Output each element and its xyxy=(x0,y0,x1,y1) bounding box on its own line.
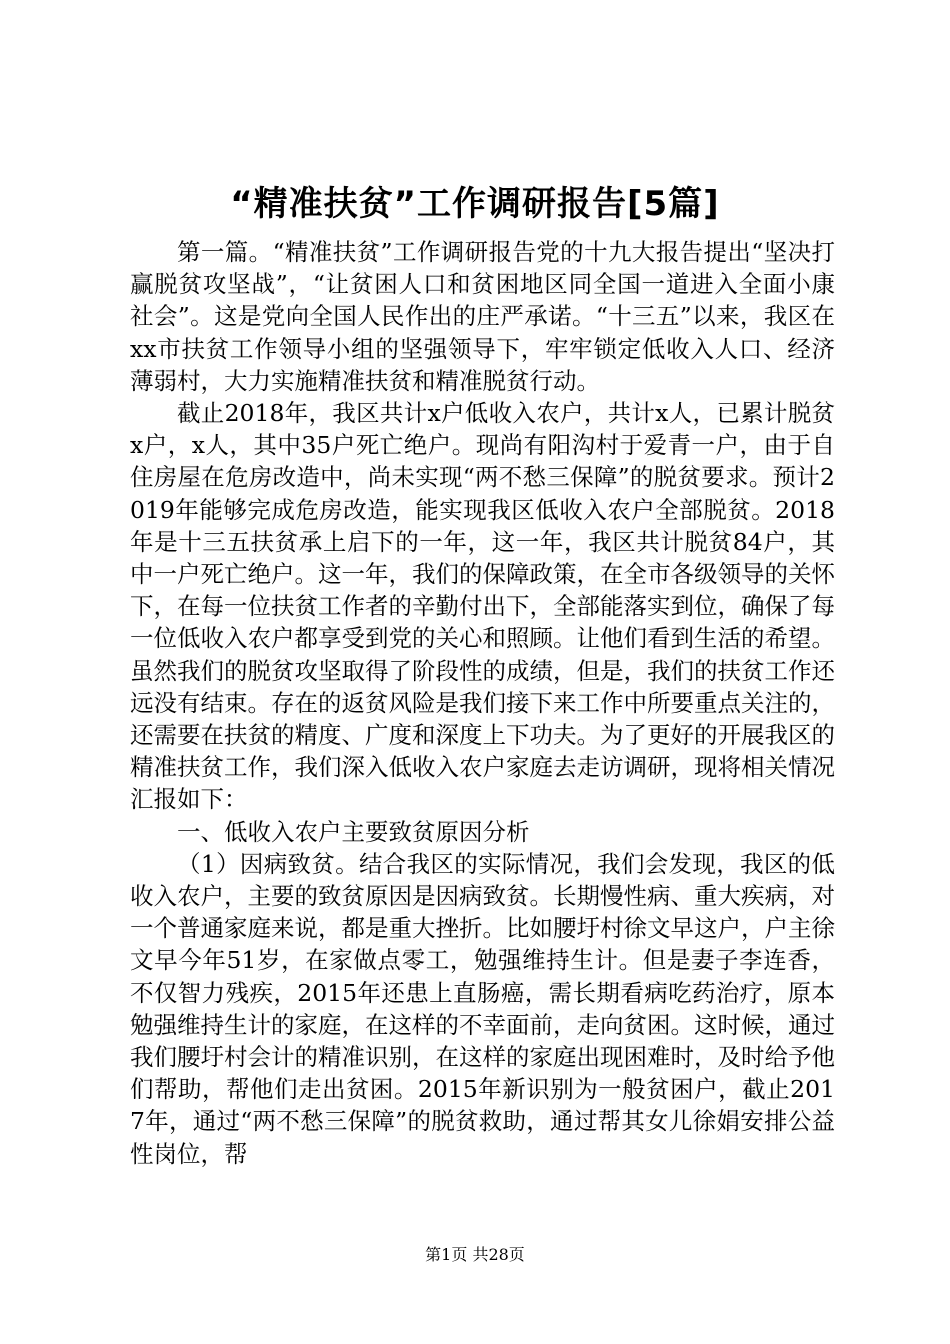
paragraph-illness-poverty: （1）因病致贫。结合我区的实际情况，我们会发现，我区的低收入农户，主要的致贫原因是因病致贫。长期慢性病、重大疾病，对一个普通家庭来说，都是重大挫折。比如腰圩村徐文早这户，户主徐文早今年51岁，在家做点零工，勉强维持生计。但是妻子李连香，不仅智力残疾，2015年还患上直肠癌，需长期看病吃药治疗，原本勉强维持生计的家庭，在这样的不幸面前，走向贫困。这时候，通过我们腰圩村会计的精准识别，在这样的家庭出现困难时，及时给予他们帮助，帮他们走出贫困。2015年新识别为一般贫困户，截止2017年，通过“两不愁三保障”的脱贫救助，通过帮其女儿徐娟安排公益性岗位，帮 xyxy=(130,849,835,1168)
paragraph-status: 截止2018年，我区共计x户低收入农户，共计x人，已累计脱贫x户，x人，其中35户死亡绝户。现尚有阳沟村于爱青一户，由于自住房屋在危房改造中，尚未实现“两不愁三保障”的脱贫要求。预计2019年能够完成危房改造，能实现我区低收入农户全部脱贫。2018年是十三五扶贫承上启下的一年，这一年，我区共计脱贫84户，其中一户死亡绝户。这一年，我们的保障政策，在全市各级领导的关怀下，在每一位扶贫工作者的辛勤付出下，全部能落实到位，确保了每一位低收入农户都享受到党的关心和照顾。让他们看到生活的希望。虽然我们的脱贫攻坚取得了阶段性的成绩，但是，我们的扶贫工作还远没有结束。存在的返贫风险是我们接下来工作中所要重点关注的，还需要在扶贫的精度、广度和深度上下功夫。为了更好的开展我区的精准扶贫工作，我们深入低收入农户家庭去走访调研，现将相关情况汇报如下： xyxy=(130,399,835,814)
section-heading: 一、低收入农户主要致贫原因分析 xyxy=(177,817,530,846)
page-number-footer: 第1页 共28页 xyxy=(425,1245,525,1264)
paragraph-intro: 第一篇。“精准扶贫”工作调研报告党的十九大报告提出“坚决打赢脱贫攻坚战”，“让贫困人口和贫困地区同全国一道进入全面小康社会”。这是党向全国人民作出的庄严承诺。“十三五”以来，我区在xx市扶贫工作领导小组的坚强领导下，牢牢锁定低收入人口、经济薄弱村，大力实施精准扶贫和精准脱贫行动。 xyxy=(130,238,835,395)
document-title: “精准扶贫”工作调研报告[5篇] xyxy=(230,184,720,224)
document-body xyxy=(130,236,835,1170)
